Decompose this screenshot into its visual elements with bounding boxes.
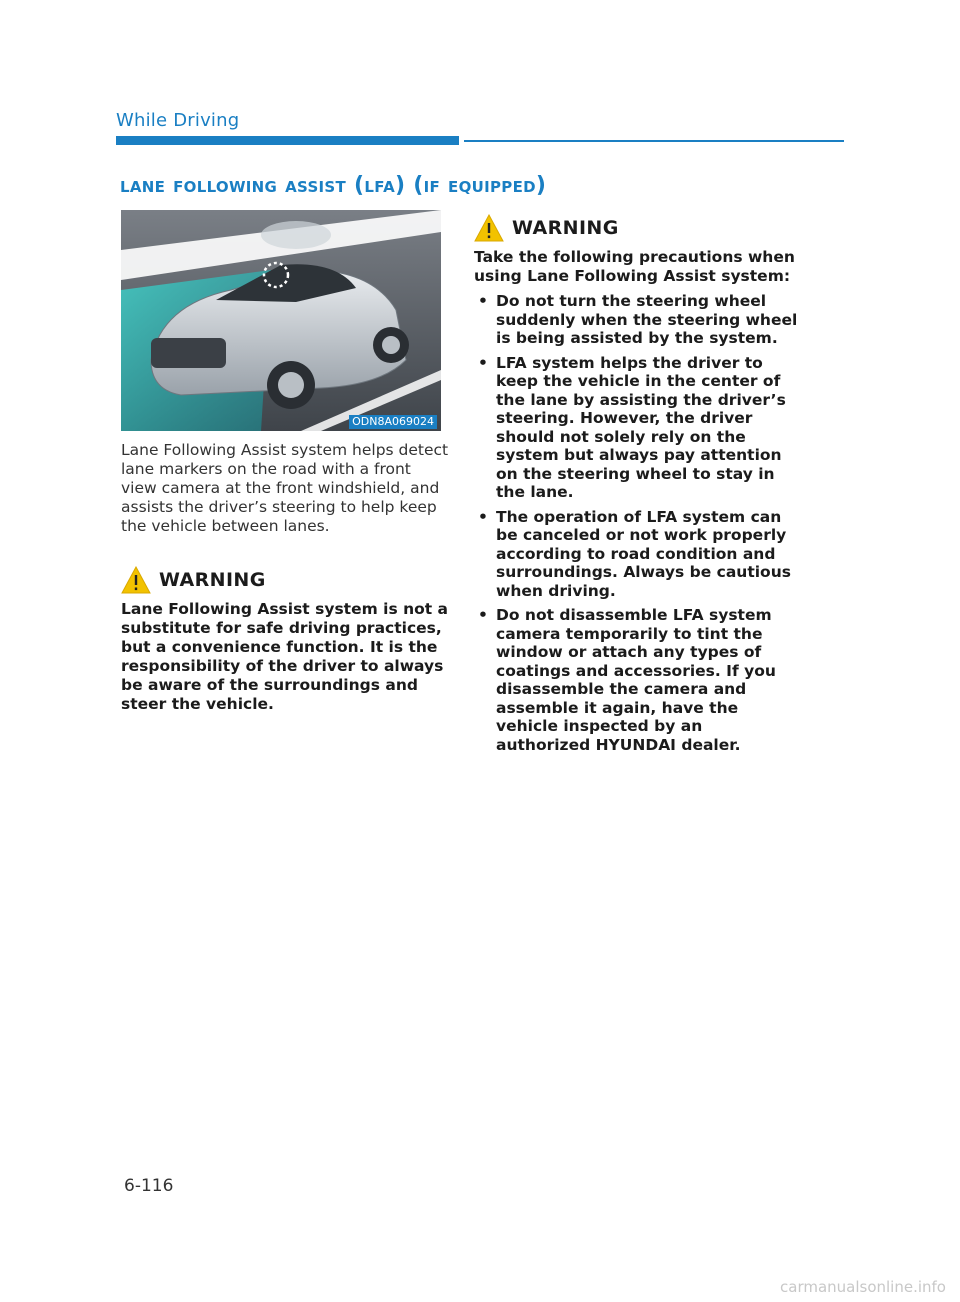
precaution-list (474, 292, 799, 754)
warning-label: WARNING (512, 217, 619, 239)
intro-paragraph: Lane Following Assist system helps detect lane markers on the road with a front view camera at the front windshield, and assists the driver’s steering to help keep the vehicle between lanes. (121, 441, 449, 535)
car-lane-image (121, 210, 441, 431)
lfa-illustration (121, 210, 441, 431)
warning-heading-1 (121, 566, 451, 594)
header-rule-thick (116, 136, 459, 145)
warning-text-1: Lane Following Assist system is not a substitute for safe driving practices, but a convenience function. It is the responsibility of the driver to always be aware of the surroundings and steer the vehicle. (121, 600, 449, 713)
left-column (121, 441, 451, 714)
list-item: • Do not turn the steering wheel suddenly when the steering wheel is being assisted by the system. (474, 292, 799, 348)
page-title: lane following assist (lfa) (if equipped) (120, 173, 547, 198)
list-item: • Do not disassemble LFA system camera temporarily to tint the window or attach any types of coatings and accessories. If you disassemble the camera and assemble it again, have the vehicle inspected by an authorized HYUNDAI dealer. (474, 606, 799, 754)
watermark: carmanualsonline.info (780, 1278, 946, 1296)
list-item: • The operation of LFA system can be canceled or not work properly according to road condition and surroundings. Always be cautious when driving. (474, 508, 799, 601)
section-header: While Driving (116, 110, 240, 131)
list-item: • LFA system helps the driver to keep the vehicle in the center of the lane by assisting the driver’s steering. However, the driver should not solely rely on the system but always pay attention on the steering wheel to stay in the lane. (474, 354, 799, 502)
warning-heading-2 (474, 214, 799, 242)
header-rule-thin (464, 140, 844, 142)
right-column (474, 214, 799, 760)
warning-triangle-icon (474, 214, 504, 242)
warning-triangle-icon (121, 566, 151, 594)
page-number: 6-116 (124, 1176, 174, 1196)
figure-code: ODN8A069024 (349, 415, 437, 429)
warning-intro-2: Take the following precautions when using Lane Following Assist system: (474, 248, 795, 285)
warning-label: WARNING (159, 569, 266, 591)
